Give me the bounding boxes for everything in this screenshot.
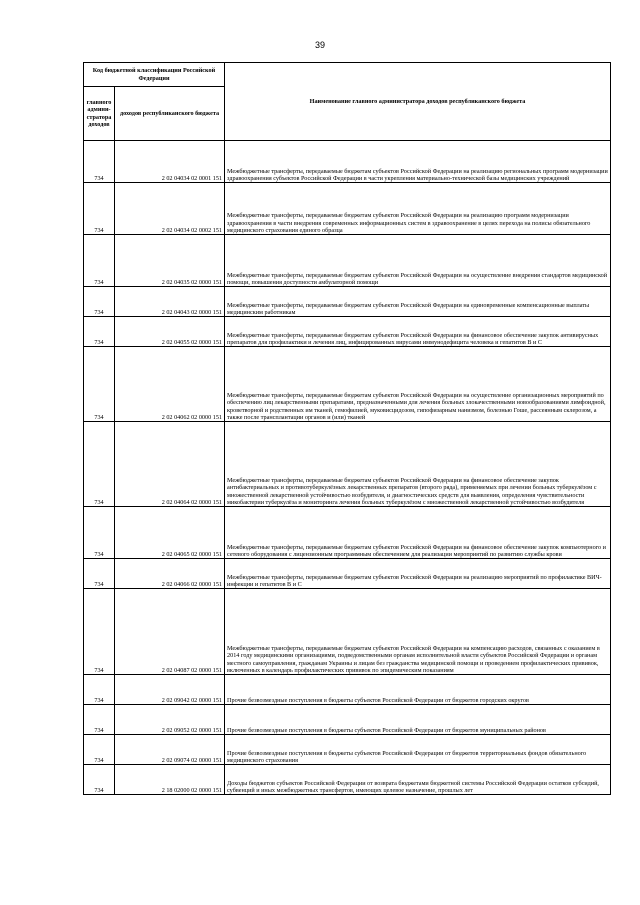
header-row-group	[84, 63, 611, 87]
table-row	[84, 347, 611, 422]
budget-code-cell: 2 02 09042 02 0000 151	[115, 675, 225, 705]
budget-code-cell: 2 02 04035 02 0000 151	[115, 235, 225, 287]
admin-code-cell: 734	[84, 507, 115, 559]
admin-code-cell: 734	[84, 735, 115, 765]
admin-code-cell: 734	[84, 235, 115, 287]
revenue-name-cell: Межбюджетные трансферты, передаваемые бюджетам субъектов Российской Федерации на компенсацию расходов, связанных с оказанием в 2014 году медицинскими организациями, подведомственными органам исполнительной власти субъектов Российской Федерации и органам местного самоуправления, гражданам Украины и лицам без гражданства медицинской помощи и проведением профилактических прививок, включенных в календарь профилактических прививок по эпидемическим показаниям	[225, 589, 611, 675]
table-row	[84, 705, 611, 735]
revenue-name-cell: Межбюджетные трансферты, передаваемые бюджетам субъектов Российской Федерации на финансовое обеспечение закупок антибактериальных и противотуберкулёзных лекарственных препаратов (второго ряда), применяемых при лечении больных туберкулёзом с множественной лекарственной устойчивостью возбудителя, и диагностических средств для выявления, определения чувствительности микобактерии туберкулёза и мониторинга лечения больных туберкулёзом с множественной лекарственной устойчивостью возбудителя	[225, 422, 611, 507]
header-administrator-name: Наименование главного администратора доходов республиканского бюджета	[225, 63, 611, 141]
table-row	[84, 183, 611, 235]
revenue-name-cell: Межбюджетные трансферты, передаваемые бюджетам субъектов Российской Федерации на единовременные компенсационные выплаты медицинским работникам	[225, 287, 611, 317]
admin-code-cell: 734	[84, 287, 115, 317]
table-row	[84, 317, 611, 347]
admin-code-cell: 734	[84, 183, 115, 235]
budget-code-cell: 2 02 04034 02 0002 151	[115, 183, 225, 235]
budget-code-cell: 2 02 04062 02 0000 151	[115, 347, 225, 422]
budget-code-cell: 2 02 04055 02 0000 151	[115, 317, 225, 347]
budget-code-cell: 2 02 04043 02 0000 151	[115, 287, 225, 317]
table-row	[84, 141, 611, 183]
header-admin-column: главного админи-стратора доходов	[84, 87, 115, 141]
header-classification-code: Код бюджетной классификации Российской Федерации	[84, 63, 225, 87]
budget-classification-table	[83, 62, 611, 795]
admin-code-cell: 734	[84, 317, 115, 347]
revenue-name-cell: Межбюджетные трансферты, передаваемые бюджетам субъектов Российской Федерации на осуществление внедрения стандартов медицинской помощи, повышения доступности амбулаторной помощи	[225, 235, 611, 287]
revenue-name-cell: Межбюджетные трансферты, передаваемые бюджетам субъектов Российской Федерации на осуществление организационных мероприятий по обеспечению лиц лекарственными препаратами, предназначенными для лечения больных злокачественными новообразованиями лимфоидной, кроветворной и родственных им тканей, гемофилией, муковисцидозом, гипофизарным нанизмом, болезнью Гоше, рассеянным склерозом, а также после трансплантации органов и (или) тканей	[225, 347, 611, 422]
revenue-name-cell: Межбюджетные трансферты, передаваемые бюджетам субъектов Российской Федерации на финансовое обеспечение закупок компьютерного и сетевого оборудования с лицензионным программным обеспечением для реализации мероприятий по развитию службы крови	[225, 507, 611, 559]
admin-code-cell: 734	[84, 422, 115, 507]
revenue-name-cell: Прочие безвозмездные поступления в бюджеты субъектов Российской Федерации от бюджетов территориальных фондов обязательного медицинского страхования	[225, 735, 611, 765]
admin-code-cell: 734	[84, 559, 115, 589]
revenue-name-cell: Межбюджетные трансферты, передаваемые бюджетам субъектов Российской Федерации на финансовое обеспечение закупок антивирусных препаратов для профилактики и лечения лиц, инфицированных вирусами иммунодефицита человека и гепатитов B и C	[225, 317, 611, 347]
revenue-name-cell: Межбюджетные трансферты, передаваемые бюджетам субъектов Российской Федерации на реализацию мероприятий по профилактике ВИЧ-инфекции и гепатитов B и C	[225, 559, 611, 589]
revenue-name-cell: Прочие безвозмездные поступления в бюджеты субъектов Российской Федерации от бюджетов городских округов	[225, 675, 611, 705]
header-code-column: доходов республиканского бюджета	[115, 87, 225, 141]
admin-code-cell: 734	[84, 141, 115, 183]
admin-code-cell: 734	[84, 705, 115, 735]
budget-code-cell: 2 02 04087 02 0000 151	[115, 589, 225, 675]
budget-code-cell: 2 02 09074 02 0000 151	[115, 735, 225, 765]
table-row	[84, 735, 611, 765]
budget-code-cell: 2 02 09052 02 0000 151	[115, 705, 225, 735]
revenue-name-cell: Прочие безвозмездные поступления в бюджеты субъектов Российской Федерации от бюджетов муниципальных районов	[225, 705, 611, 735]
budget-code-cell: 2 02 04034 02 0001 151	[115, 141, 225, 183]
admin-code-cell: 734	[84, 347, 115, 422]
revenue-name-cell: Межбюджетные трансферты, передаваемые бюджетам субъектов Российской Федерации на реализацию региональных программ модернизации здравоохранения субъектов Российской Федерации в части укрепления материально-технической базы медицинских учреждений	[225, 141, 611, 183]
budget-code-cell: 2 02 04065 02 0000 151	[115, 507, 225, 559]
admin-code-cell: 734	[84, 589, 115, 675]
admin-code-cell: 734	[84, 765, 115, 795]
budget-code-cell: 2 02 04064 02 0000 151	[115, 422, 225, 507]
table-row	[84, 422, 611, 507]
table-row	[84, 507, 611, 559]
table-row	[84, 235, 611, 287]
admin-code-cell: 734	[84, 675, 115, 705]
table-row	[84, 589, 611, 675]
revenue-name-cell: Доходы бюджетов субъектов Российской Федерации от возврата бюджетами бюджетной системы Российской Федерации остатков субсидий, субвенций и иных межбюджетных трансфертов, имеющих целевое назначение, прошлых лет	[225, 765, 611, 795]
table-row	[84, 287, 611, 317]
budget-code-cell: 2 02 04066 02 0000 151	[115, 559, 225, 589]
table-row	[84, 559, 611, 589]
table-row	[84, 765, 611, 795]
budget-code-cell: 2 18 02000 02 0000 151	[115, 765, 225, 795]
table-row	[84, 675, 611, 705]
page-number: 39	[314, 40, 325, 50]
revenue-name-cell: Межбюджетные трансферты, передаваемые бюджетам субъектов Российской Федерации на реализацию программ модернизации здравоохранения в части внедрения современных информационных систем в здравоохранение в целях перехода на полисы обязательного медицинского страхования единого образца	[225, 183, 611, 235]
